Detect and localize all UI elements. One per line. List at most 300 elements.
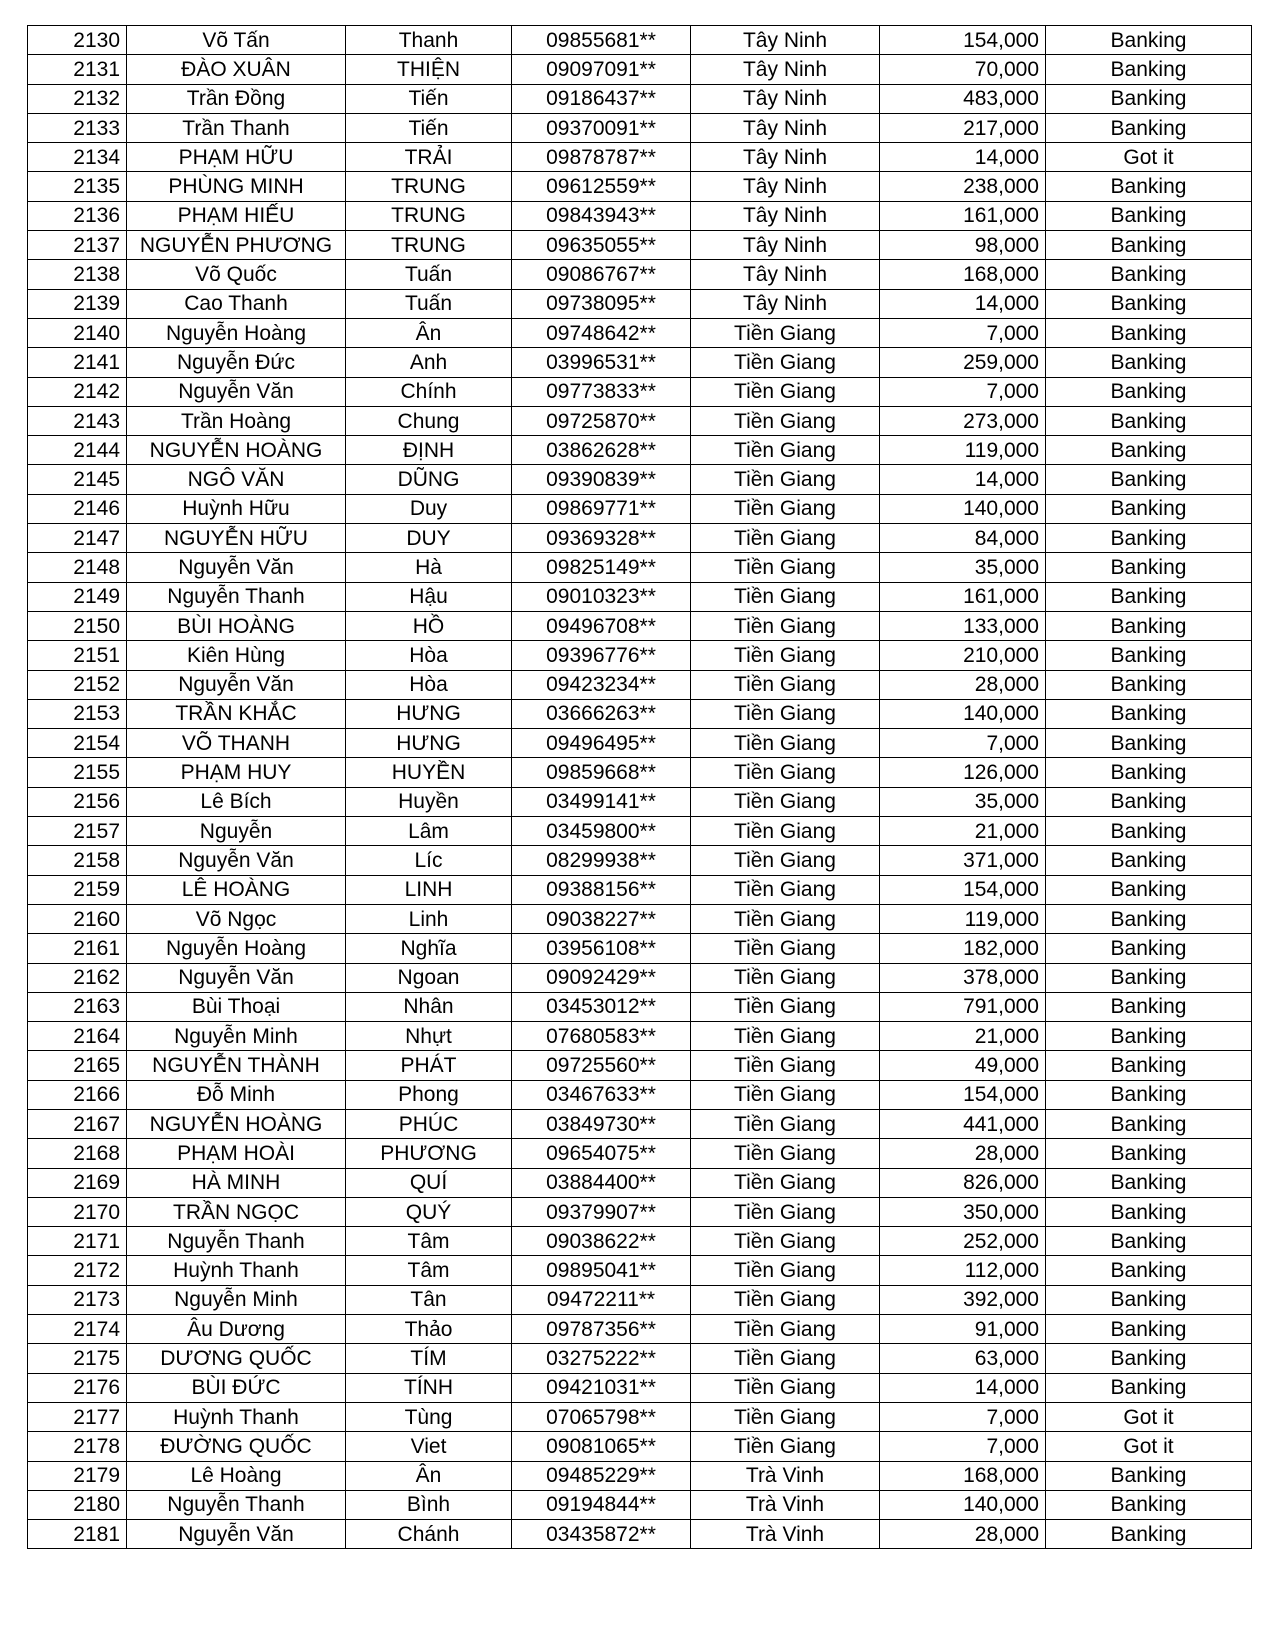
cell-phone: 09086767** [512, 260, 691, 289]
cell-family-name: Nguyễn [127, 817, 346, 846]
cell-family-name: NGUYỄN PHƯƠNG [127, 231, 346, 260]
table-row [28, 172, 1252, 201]
cell-given-name: Phong [346, 1080, 512, 1109]
cell-given-name: TRẢI [346, 143, 512, 172]
cell-status: Banking [1046, 904, 1252, 933]
cell-amount: 119,000 [880, 436, 1046, 465]
cell-province: Trà Vinh [691, 1520, 880, 1549]
cell-given-name: HUYỀN [346, 758, 512, 787]
cell-status: Banking [1046, 1109, 1252, 1138]
table-row [28, 1139, 1252, 1168]
cell-family-name: Đỗ Minh [127, 1080, 346, 1109]
cell-amount: 7,000 [880, 318, 1046, 347]
cell-given-name: Tuấn [346, 289, 512, 318]
cell-family-name: DƯƠNG QUỐC [127, 1344, 346, 1373]
table-row [28, 1109, 1252, 1138]
cell-province: Tây Ninh [691, 26, 880, 55]
cell-amount: 7,000 [880, 377, 1046, 406]
cell-province: Tiền Giang [691, 1109, 880, 1138]
cell-family-name: ĐÀO XUÂN [127, 55, 346, 84]
table-body [28, 26, 1252, 1549]
cell-number: 2181 [28, 1520, 127, 1549]
cell-status: Banking [1046, 1256, 1252, 1285]
cell-province: Tiền Giang [691, 670, 880, 699]
table-row [28, 1080, 1252, 1109]
cell-amount: 14,000 [880, 289, 1046, 318]
cell-amount: 217,000 [880, 113, 1046, 142]
cell-amount: 273,000 [880, 406, 1046, 435]
cell-phone: 03956108** [512, 934, 691, 963]
cell-family-name: Âu Dương [127, 1315, 346, 1344]
cell-phone: 03459800** [512, 817, 691, 846]
cell-amount: 35,000 [880, 787, 1046, 816]
cell-family-name: BÙI ĐỨC [127, 1373, 346, 1402]
table-row [28, 377, 1252, 406]
cell-phone: 09038622** [512, 1227, 691, 1256]
cell-number: 2155 [28, 758, 127, 787]
cell-given-name: Hòa [346, 670, 512, 699]
table-row [28, 55, 1252, 84]
cell-given-name: Chánh [346, 1520, 512, 1549]
cell-phone: 09388156** [512, 875, 691, 904]
cell-family-name: Võ Tấn [127, 26, 346, 55]
cell-amount: 182,000 [880, 934, 1046, 963]
cell-status: Got it [1046, 1432, 1252, 1461]
cell-number: 2141 [28, 348, 127, 377]
cell-family-name: NGÔ VĂN [127, 465, 346, 494]
table-row [28, 934, 1252, 963]
cell-phone: 09787356** [512, 1315, 691, 1344]
cell-family-name: BÙI HOÀNG [127, 611, 346, 640]
cell-status: Banking [1046, 1461, 1252, 1490]
cell-given-name: LINH [346, 875, 512, 904]
cell-family-name: Huỳnh Hữu [127, 494, 346, 523]
cell-phone: 07065798** [512, 1402, 691, 1431]
table-row [28, 992, 1252, 1021]
cell-given-name: Hòa [346, 641, 512, 670]
cell-given-name: Chung [346, 406, 512, 435]
cell-phone: 09081065** [512, 1432, 691, 1461]
cell-given-name: HỒ [346, 611, 512, 640]
cell-family-name: Kiên Hùng [127, 641, 346, 670]
cell-number: 2165 [28, 1051, 127, 1080]
table-row [28, 729, 1252, 758]
cell-province: Trà Vinh [691, 1461, 880, 1490]
cell-number: 2177 [28, 1402, 127, 1431]
cell-number: 2176 [28, 1373, 127, 1402]
cell-status: Banking [1046, 201, 1252, 230]
table-row [28, 963, 1252, 992]
cell-amount: 154,000 [880, 875, 1046, 904]
cell-phone: 09379907** [512, 1197, 691, 1226]
table-row [28, 260, 1252, 289]
cell-status: Banking [1046, 55, 1252, 84]
cell-province: Tiền Giang [691, 611, 880, 640]
cell-number: 2138 [28, 260, 127, 289]
cell-given-name: TRUNG [346, 231, 512, 260]
cell-status: Banking [1046, 1168, 1252, 1197]
cell-province: Tây Ninh [691, 113, 880, 142]
cell-status: Banking [1046, 1285, 1252, 1314]
cell-given-name: QUÝ [346, 1197, 512, 1226]
table-row [28, 1285, 1252, 1314]
cell-amount: 14,000 [880, 143, 1046, 172]
cell-given-name: Tâm [346, 1256, 512, 1285]
cell-family-name: Nguyễn Văn [127, 670, 346, 699]
cell-province: Tây Ninh [691, 201, 880, 230]
cell-province: Tiền Giang [691, 729, 880, 758]
cell-given-name: HƯNG [346, 729, 512, 758]
cell-province: Tiền Giang [691, 1080, 880, 1109]
cell-family-name: Bùi Thoại [127, 992, 346, 1021]
cell-number: 2173 [28, 1285, 127, 1314]
cell-phone: 09773833** [512, 377, 691, 406]
table-row [28, 1490, 1252, 1519]
cell-family-name: Nguyễn Hoàng [127, 934, 346, 963]
cell-given-name: Nhựt [346, 1022, 512, 1051]
table-row [28, 875, 1252, 904]
cell-phone: 09421031** [512, 1373, 691, 1402]
cell-amount: 14,000 [880, 1373, 1046, 1402]
table-row [28, 1051, 1252, 1080]
cell-province: Tiền Giang [691, 1432, 880, 1461]
cell-given-name: Thảo [346, 1315, 512, 1344]
cell-phone: 09895041** [512, 1256, 691, 1285]
cell-given-name: DŨNG [346, 465, 512, 494]
cell-status: Banking [1046, 1051, 1252, 1080]
cell-given-name: Tâm [346, 1227, 512, 1256]
cell-number: 2175 [28, 1344, 127, 1373]
cell-province: Tiền Giang [691, 1022, 880, 1051]
cell-family-name: Võ Ngọc [127, 904, 346, 933]
cell-province: Tiền Giang [691, 1227, 880, 1256]
cell-given-name: Linh [346, 904, 512, 933]
cell-province: Tiền Giang [691, 1139, 880, 1168]
cell-status: Banking [1046, 172, 1252, 201]
cell-status: Banking [1046, 670, 1252, 699]
cell-province: Tiền Giang [691, 1344, 880, 1373]
cell-amount: 28,000 [880, 1139, 1046, 1168]
cell-province: Tiền Giang [691, 992, 880, 1021]
table-row [28, 817, 1252, 846]
cell-family-name: Nguyễn Thanh [127, 1227, 346, 1256]
cell-amount: 378,000 [880, 963, 1046, 992]
cell-amount: 140,000 [880, 494, 1046, 523]
cell-number: 2142 [28, 377, 127, 406]
table-row [28, 143, 1252, 172]
table-row [28, 699, 1252, 728]
table-row [28, 201, 1252, 230]
cell-status: Banking [1046, 963, 1252, 992]
cell-phone: 09186437** [512, 84, 691, 113]
table-row [28, 113, 1252, 142]
cell-number: 2143 [28, 406, 127, 435]
cell-province: Tây Ninh [691, 260, 880, 289]
cell-amount: 350,000 [880, 1197, 1046, 1226]
cell-status: Banking [1046, 1022, 1252, 1051]
table-row [28, 553, 1252, 582]
cell-status: Banking [1046, 231, 1252, 260]
cell-status: Banking [1046, 1520, 1252, 1549]
cell-phone: 09097091** [512, 55, 691, 84]
table-row [28, 1461, 1252, 1490]
cell-status: Banking [1046, 1373, 1252, 1402]
cell-province: Tiền Giang [691, 846, 880, 875]
cell-number: 2140 [28, 318, 127, 347]
cell-given-name: Tiến [346, 113, 512, 142]
table-row [28, 582, 1252, 611]
cell-given-name: THIỆN [346, 55, 512, 84]
cell-status: Banking [1046, 26, 1252, 55]
cell-province: Tiền Giang [691, 436, 880, 465]
cell-status: Banking [1046, 289, 1252, 318]
cell-status: Banking [1046, 465, 1252, 494]
cell-phone: 03996531** [512, 348, 691, 377]
cell-number: 2130 [28, 26, 127, 55]
cell-province: Tiền Giang [691, 553, 880, 582]
cell-status: Banking [1046, 1344, 1252, 1373]
cell-number: 2137 [28, 231, 127, 260]
table-row [28, 1197, 1252, 1226]
cell-status: Banking [1046, 934, 1252, 963]
cell-family-name: LÊ HOÀNG [127, 875, 346, 904]
cell-number: 2158 [28, 846, 127, 875]
cell-phone: 03849730** [512, 1109, 691, 1138]
cell-amount: 371,000 [880, 846, 1046, 875]
cell-status: Got it [1046, 143, 1252, 172]
cell-amount: 826,000 [880, 1168, 1046, 1197]
cell-phone: 09496495** [512, 729, 691, 758]
cell-province: Tiền Giang [691, 1256, 880, 1285]
cell-family-name: PHẠM HỮU [127, 143, 346, 172]
cell-phone: 09369328** [512, 524, 691, 553]
cell-province: Tiền Giang [691, 1373, 880, 1402]
cell-province: Tây Ninh [691, 143, 880, 172]
cell-phone: 09092429** [512, 963, 691, 992]
cell-number: 2174 [28, 1315, 127, 1344]
cell-number: 2169 [28, 1168, 127, 1197]
cell-amount: 154,000 [880, 1080, 1046, 1109]
cell-given-name: Anh [346, 348, 512, 377]
cell-status: Banking [1046, 875, 1252, 904]
cell-province: Tiền Giang [691, 699, 880, 728]
cell-number: 2178 [28, 1432, 127, 1461]
cell-amount: 154,000 [880, 26, 1046, 55]
cell-phone: 09738095** [512, 289, 691, 318]
cell-province: Tiền Giang [691, 494, 880, 523]
table-row [28, 904, 1252, 933]
cell-given-name: Bình [346, 1490, 512, 1519]
cell-amount: 84,000 [880, 524, 1046, 553]
cell-family-name: NGUYỄN THÀNH [127, 1051, 346, 1080]
cell-status: Banking [1046, 992, 1252, 1021]
cell-given-name: Tiến [346, 84, 512, 113]
cell-phone: 03862628** [512, 436, 691, 465]
cell-number: 2133 [28, 113, 127, 142]
cell-status: Banking [1046, 553, 1252, 582]
cell-given-name: Nghĩa [346, 934, 512, 963]
cell-family-name: Nguyễn Văn [127, 846, 346, 875]
cell-family-name: NGUYỄN HOÀNG [127, 436, 346, 465]
cell-amount: 259,000 [880, 348, 1046, 377]
cell-status: Banking [1046, 817, 1252, 846]
cell-given-name: Thanh [346, 26, 512, 55]
cell-province: Tiền Giang [691, 787, 880, 816]
cell-phone: 09370091** [512, 113, 691, 142]
cell-amount: 112,000 [880, 1256, 1046, 1285]
cell-phone: 03435872** [512, 1520, 691, 1549]
cell-province: Tiền Giang [691, 1315, 880, 1344]
cell-phone: 09472211** [512, 1285, 691, 1314]
cell-province: Tiền Giang [691, 875, 880, 904]
cell-phone: 09635055** [512, 231, 691, 260]
cell-amount: 7,000 [880, 1402, 1046, 1431]
cell-number: 2149 [28, 582, 127, 611]
cell-amount: 35,000 [880, 553, 1046, 582]
cell-family-name: Huỳnh Thanh [127, 1402, 346, 1431]
cell-status: Banking [1046, 611, 1252, 640]
cell-province: Tây Ninh [691, 289, 880, 318]
cell-province: Tây Ninh [691, 84, 880, 113]
cell-province: Tiền Giang [691, 1402, 880, 1431]
cell-number: 2151 [28, 641, 127, 670]
cell-family-name: ĐƯỜNG QUỐC [127, 1432, 346, 1461]
table-row [28, 611, 1252, 640]
cell-number: 2145 [28, 465, 127, 494]
cell-amount: 238,000 [880, 172, 1046, 201]
cell-status: Banking [1046, 84, 1252, 113]
cell-family-name: PHẠM HUY [127, 758, 346, 787]
cell-given-name: ĐỊNH [346, 436, 512, 465]
cell-given-name: DUY [346, 524, 512, 553]
cell-family-name: Võ Quốc [127, 260, 346, 289]
cell-phone: 09859668** [512, 758, 691, 787]
cell-amount: 7,000 [880, 1432, 1046, 1461]
cell-phone: 09496708** [512, 611, 691, 640]
cell-number: 2161 [28, 934, 127, 963]
cell-family-name: Nguyễn Hoàng [127, 318, 346, 347]
cell-phone: 09396776** [512, 641, 691, 670]
cell-family-name: Nguyễn Minh [127, 1022, 346, 1051]
cell-phone: 09869771** [512, 494, 691, 523]
cell-number: 2132 [28, 84, 127, 113]
table-row [28, 758, 1252, 787]
cell-status: Got it [1046, 1402, 1252, 1431]
cell-given-name: HƯNG [346, 699, 512, 728]
cell-given-name: Duy [346, 494, 512, 523]
cell-amount: 140,000 [880, 699, 1046, 728]
table-row [28, 26, 1252, 55]
cell-status: Banking [1046, 348, 1252, 377]
cell-province: Tây Ninh [691, 55, 880, 84]
cell-number: 2146 [28, 494, 127, 523]
cell-number: 2159 [28, 875, 127, 904]
cell-status: Banking [1046, 1227, 1252, 1256]
cell-amount: 140,000 [880, 1490, 1046, 1519]
cell-number: 2164 [28, 1022, 127, 1051]
cell-amount: 119,000 [880, 904, 1046, 933]
cell-number: 2180 [28, 1490, 127, 1519]
cell-phone: 03884400** [512, 1168, 691, 1197]
cell-status: Banking [1046, 846, 1252, 875]
cell-amount: 63,000 [880, 1344, 1046, 1373]
cell-family-name: HÀ MINH [127, 1168, 346, 1197]
cell-number: 2147 [28, 524, 127, 553]
cell-family-name: VÕ THANH [127, 729, 346, 758]
cell-amount: 21,000 [880, 817, 1046, 846]
cell-number: 2166 [28, 1080, 127, 1109]
cell-status: Banking [1046, 260, 1252, 289]
table-row [28, 1432, 1252, 1461]
cell-amount: 28,000 [880, 1520, 1046, 1549]
table-row [28, 670, 1252, 699]
cell-amount: 252,000 [880, 1227, 1046, 1256]
table-row [28, 1168, 1252, 1197]
cell-status: Banking [1046, 406, 1252, 435]
cell-phone: 07680583** [512, 1022, 691, 1051]
cell-status: Banking [1046, 1315, 1252, 1344]
cell-number: 2168 [28, 1139, 127, 1168]
cell-phone: 09725560** [512, 1051, 691, 1080]
cell-given-name: Ngoan [346, 963, 512, 992]
cell-phone: 03666263** [512, 699, 691, 728]
cell-phone: 09390839** [512, 465, 691, 494]
cell-given-name: PHƯƠNG [346, 1139, 512, 1168]
cell-number: 2179 [28, 1461, 127, 1490]
cell-status: Banking [1046, 729, 1252, 758]
cell-phone: 09878787** [512, 143, 691, 172]
cell-status: Banking [1046, 1139, 1252, 1168]
cell-status: Banking [1046, 318, 1252, 347]
cell-given-name: TRUNG [346, 201, 512, 230]
cell-amount: 126,000 [880, 758, 1046, 787]
cell-status: Banking [1046, 1197, 1252, 1226]
cell-number: 2139 [28, 289, 127, 318]
cell-given-name: TÍM [346, 1344, 512, 1373]
cell-phone: 03467633** [512, 1080, 691, 1109]
cell-given-name: Ân [346, 318, 512, 347]
cell-province: Tiền Giang [691, 377, 880, 406]
cell-status: Banking [1046, 524, 1252, 553]
table-row [28, 348, 1252, 377]
cell-phone: 09825149** [512, 553, 691, 582]
cell-number: 2154 [28, 729, 127, 758]
cell-family-name: Nguyễn Văn [127, 963, 346, 992]
cell-number: 2144 [28, 436, 127, 465]
cell-status: Banking [1046, 641, 1252, 670]
cell-given-name: PHÁT [346, 1051, 512, 1080]
cell-given-name: QUÍ [346, 1168, 512, 1197]
cell-amount: 14,000 [880, 465, 1046, 494]
cell-status: Banking [1046, 377, 1252, 406]
cell-number: 2156 [28, 787, 127, 816]
cell-phone: 09612559** [512, 172, 691, 201]
cell-amount: 161,000 [880, 582, 1046, 611]
cell-amount: 21,000 [880, 1022, 1046, 1051]
cell-province: Tiền Giang [691, 904, 880, 933]
cell-province: Tiền Giang [691, 1051, 880, 1080]
cell-given-name: Ân [346, 1461, 512, 1490]
table-row [28, 318, 1252, 347]
cell-family-name: Nguyễn Văn [127, 377, 346, 406]
cell-given-name: Lâm [346, 817, 512, 846]
cell-amount: 483,000 [880, 84, 1046, 113]
cell-given-name: TÍNH [346, 1373, 512, 1402]
cell-amount: 98,000 [880, 231, 1046, 260]
cell-phone: 09725870** [512, 406, 691, 435]
cell-number: 2136 [28, 201, 127, 230]
table-row [28, 1256, 1252, 1285]
